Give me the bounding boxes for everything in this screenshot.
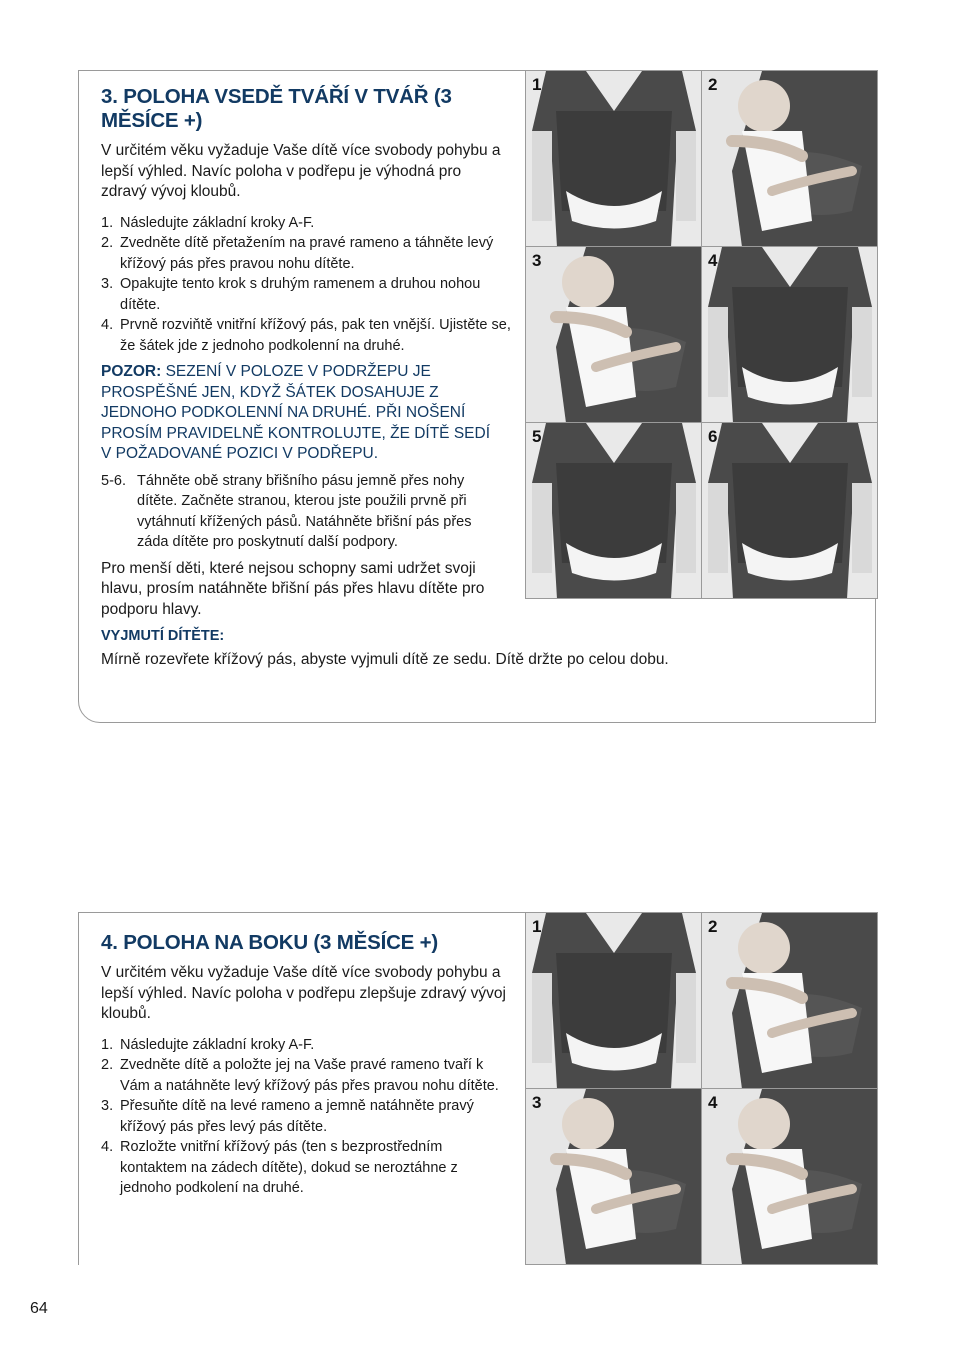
section-3-step-5-6 bbox=[101, 471, 503, 553]
page-number: 64 bbox=[30, 1300, 48, 1317]
section-4-box bbox=[78, 912, 876, 1265]
photo-step-6: 6 bbox=[702, 423, 878, 599]
warning-text: SEZENÍ V POLOZE V PODRŽEPU JE PROSPĚŠNÉ JEN, KDYŽ ŠÁTEK DOSAHUJE Z JEDNOHO PODKOLENNÍ NA DRUHÉ. PŘI NOŠENÍ PROSÍM PRAVIDELNĚ KONTROLUJTE, ŽE DÍTĚ SEDÍ V POŽADOVANÉ POZICI V PODŘEPU. bbox=[101, 363, 490, 462]
photo-step-2: 2 bbox=[702, 71, 878, 247]
list-item: 1. Následujte základní kroky A-F. bbox=[101, 1036, 315, 1053]
section-3-box bbox=[78, 70, 876, 723]
section-3-photo-grid bbox=[525, 70, 878, 599]
section-3-intro: V určitém věku vyžaduje Vaše dítě více svobody pohybu a lepší výhled. Navíc poloha v podřepu je výhodná pro zdravý vývoj kloubů. bbox=[101, 142, 501, 200]
removal-title: VYJMUTÍ DÍTĚTE: bbox=[101, 628, 225, 644]
section-4-steps bbox=[101, 1035, 503, 1199]
warning-label: POZOR: bbox=[101, 363, 162, 380]
list-item: 2. Zvedněte dítě a položte jej na Vaše pravé rameno tvaří k Vám a natáhněte levý křížový pás přes pravou nohu dítěte. bbox=[101, 1057, 499, 1094]
list-item: 3. Opakujte tento krok s druhým ramenem a druhou nohou dítěte. bbox=[101, 276, 481, 313]
small-children-note: Pro menší děti, které nejsou schopny sami udržet svoji hlavu, prosím natáhněte břišní pás přes hlavu dítěte pro podporu hlavy. bbox=[101, 559, 485, 618]
list-item: 5-6. Táhněte obě strany břišního pásu jemně přes nohy dítěte. Začněte stranou, kterou jste použili prvně při vytáhnutí křížených pásů. Natáhněte břišní pás přes záda dítěte pro poskytnutí další podpory. bbox=[101, 472, 472, 550]
photo-step-3: 3 bbox=[526, 247, 702, 423]
list-item: 4. Rozložte vnitřní křížový pás (ten s bezprostředním kontaktem na zádech dítěte), dokud se neroztáhne z jednoho podkolení na druhé. bbox=[101, 1139, 458, 1196]
list-item: 3. Přesuňte dítě na levé rameno a jemně natáhněte pravý křížový pás přes levý pás dítěte. bbox=[101, 1098, 474, 1135]
photo-step-1: 1 bbox=[526, 913, 702, 1089]
photo-step-4: 4 bbox=[702, 247, 878, 423]
section-4-title: 4. POLOHA NA BOKU (3 MĚSÍCE +) bbox=[101, 931, 439, 954]
warning-note bbox=[101, 362, 496, 465]
photo-step-4: 4 bbox=[702, 1089, 878, 1265]
photo-step-3: 3 bbox=[526, 1089, 702, 1265]
section-3-title: 3. POLOHA VSEDĚ TVÁŘÍ V TVÁŘ (3 MĚSÍCE +) bbox=[101, 85, 452, 132]
section-4-text bbox=[101, 931, 511, 1199]
section-4-photo-grid bbox=[525, 912, 878, 1265]
section-3-steps bbox=[101, 213, 511, 357]
photo-step-1: 1 bbox=[526, 71, 702, 247]
section-3-text bbox=[101, 85, 669, 671]
photo-step-5: 5 bbox=[526, 423, 702, 599]
photo-step-2: 2 bbox=[702, 913, 878, 1089]
removal-text: Mírně rozevřete křížový pás, abyste vyjmuli dítě ze sedu. Dítě držte po celou dobu. bbox=[101, 651, 669, 668]
list-item: 1. Následujte základní kroky A-F. bbox=[101, 214, 315, 231]
section-4-intro: V určitém věku vyžaduje Vaše dítě více svobody pohybu a lepší výhled. Navíc poloha v podřepu zlepšuje zdravý vývoj kloubů. bbox=[101, 964, 506, 1022]
list-item: 4. Prvně rozviňtě vnitřní křížový pás, pak ten vnější. Ujistěte se, že šátek jde z jednoho podkolenní na druhé. bbox=[101, 317, 511, 354]
list-item: 2. Zvedněte dítě přetažením na pravé rameno a táhněte levý křížový pás přes pravou nohu dítěte. bbox=[101, 235, 494, 272]
